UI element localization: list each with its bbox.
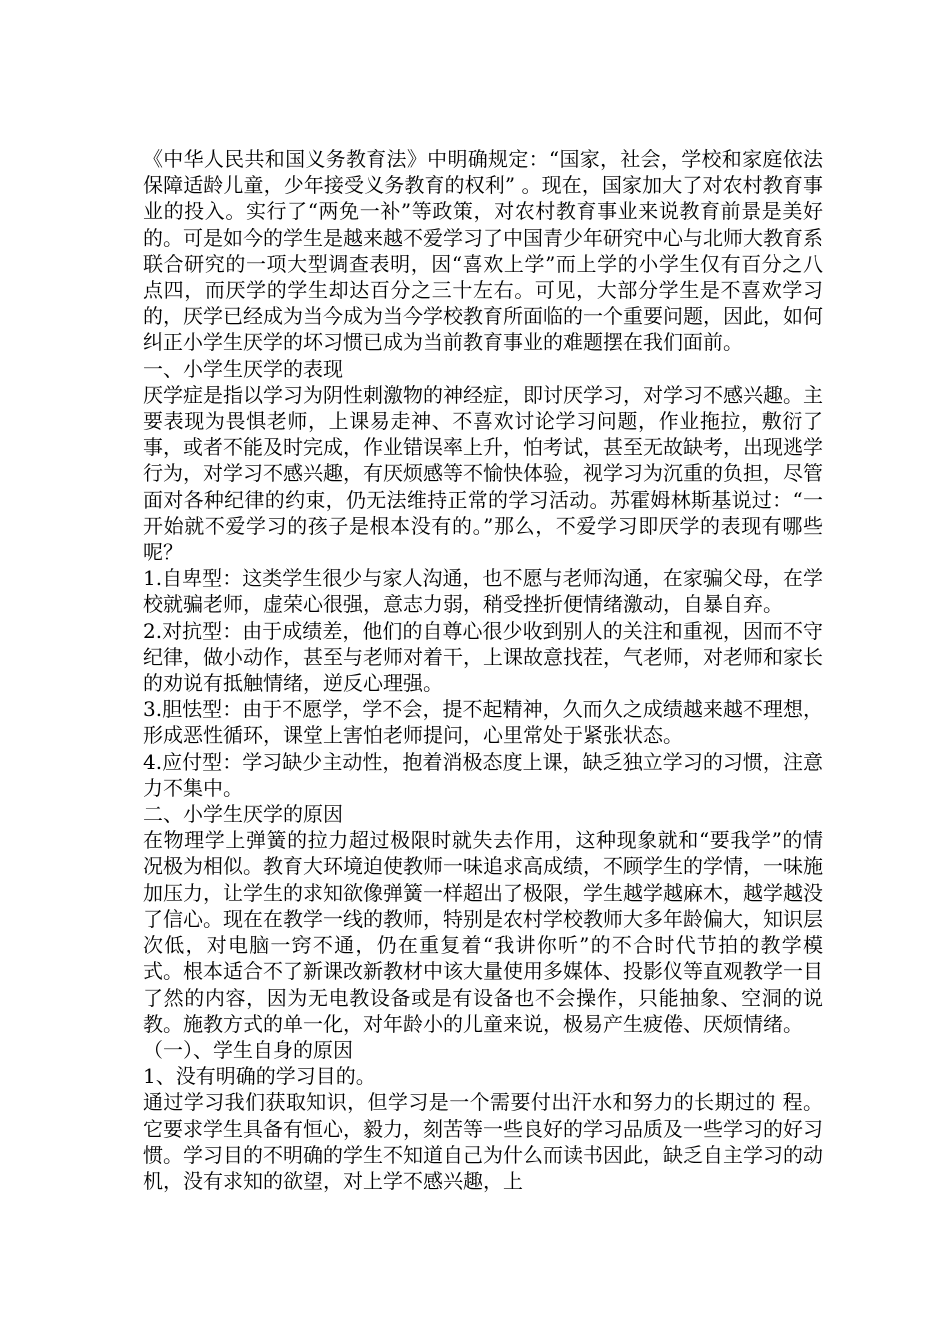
list-item-4: 4.应付型：学习缺少主动性，抱着消极态度上课，缺乏独立学习的习惯，注意力不集中。	[143, 749, 823, 800]
body-paragraph: 通过学习我们获取知识，但学习是一个需要付出汗水和努力的长期过的 程。它要求学生具备有恒心，毅力，刻苦等一些良好的学习品质及一些学习的好习惯。学习目的不明确的学生不知道自己为什么而读书因此，缺乏自主学习的动机，没有求知的欲望，对上学不感兴趣，上	[143, 1090, 823, 1193]
section-heading-2: 二、小学生厌学的原因	[143, 802, 343, 827]
body-paragraph: 在物理学上弹簧的拉力超过极限时就失去作用，这种现象就和“要我学”的情况极为相似。教育大环境迫使教师一味追求高成绩，不顾学生的学情，一味施加压力，让学生的求知欲像弹簧一样超出了极限，学生越学越麻木，越学越没了信心。现在在教学一线的教师，特别是农村学校教师大多年龄偏大，知识层次低，对电脑一窍不通，仍在重复着“我讲你听”的不合时代节拍的教学模式。根本适合不了新课改新教材中该大量使用多媒体、投影仪等直观教学一目了然的内容，因为无电教设备或是有设备也不会操作，只能抽象、空洞的说教。施教方式的单一化，对年龄小的儿童来说，极易产生疲倦、厌烦情绪。	[143, 828, 823, 1036]
body-paragraph: 厌学症是指以学习为阴性刺激物的神经症，即讨厌学习，对学习不感兴趣。主要表现为畏惧老师，上课易走神、不喜欢讨论学习问题，作业拖拉，敷衍了事，或者不能及时完成，作业错误率上升，怕考试，甚至无故缺考，出现逃学行为，对学习不感兴趣，有厌烦感等不愉快体验，视学习为沉重的负担，尽管面对各种纪律的约束，仍无法维持正常的学习活动。苏霍姆林斯基说过：“一开始就不爱学习的孩子是根本没有的。”那么，不爱学习即厌学的表现有哪些呢？	[143, 382, 823, 565]
section-heading-1: 一、小学生厌学的表现	[143, 356, 343, 381]
list-item-2: 2.对抗型：由于成绩差，他们的自尊心很少收到别人的关注和重视，因而不守纪律，做小动作，甚至与老师对着干，上课故意找茬，气老师，对老师和家长的劝说有抵触情绪，逆反心理强。	[143, 618, 823, 696]
list-item-3: 3.胆怯型：由于不愿学，学不会，提不起精神，久而久之成绩越来越不理想，形成恶性循环，课堂上害怕老师提问，心里常处于紧张状态。	[143, 697, 823, 748]
document-body	[143, 146, 823, 1194]
intro-paragraph: 《中华人民共和国义务教育法》中明确规定：“国家，社会，学校和家庭依法保障适龄儿童，少年接受义务教育的权利” 。现在，国家加大了对农村教育事业的投入。实行了“两免一补”等政策，对农村教育事业来说教育前景是美好的。可是如今的学生是越来越不爱学习了中国青少年研究中心与北师大教育系 联合研究的一项大型调查表明，因“喜欢上学”而上学的小学生仅有百分之八点四，而厌学的学生却达百分之三十左右。可见，大部分学生是不喜欢学习的，厌学已经成为当今成为当今学校教育所面临的一个重要问题，因此，如何纠正小学生厌学的坏习惯已成为当前教育事业的难题摆在我们面前。	[143, 147, 823, 355]
subsection-item-heading: 1、没有明确的学习目的。	[143, 1064, 376, 1089]
subsection-heading: （一）、学生自身的原因	[143, 1037, 353, 1062]
list-item-1: 1.自卑型：这类学生很少与家人沟通，也不愿与老师沟通，在家骗父母，在学校就骗老师，虚荣心很强，意志力弱，稍受挫折便情绪激动，自暴自弃。	[143, 566, 823, 617]
